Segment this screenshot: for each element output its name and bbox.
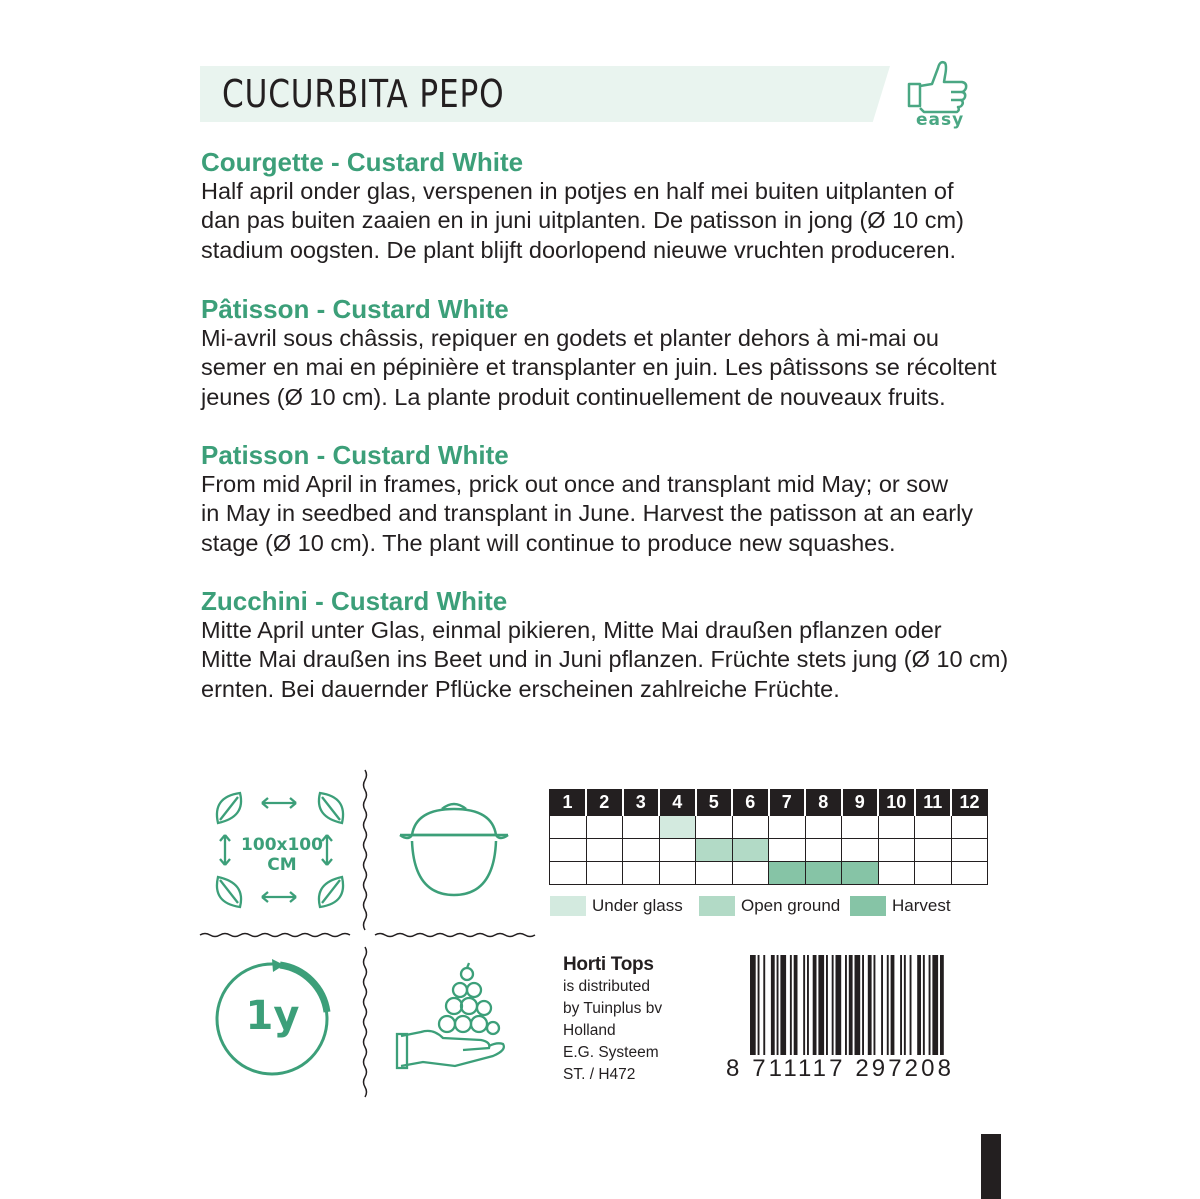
calendar-cell-active <box>732 839 769 862</box>
distributor-line: E.G. Systeem <box>563 1044 659 1061</box>
calendar-cell-active <box>842 862 879 885</box>
legend-label: Open ground <box>741 896 841 915</box>
calendar-cell <box>878 862 915 885</box>
month-header: 9 <box>842 790 879 816</box>
calendar-cell <box>805 839 842 862</box>
calendar-cell <box>659 862 696 885</box>
spacing-icon <box>210 785 350 915</box>
calendar-row-harvest <box>550 862 988 885</box>
calendar-cell <box>951 816 988 839</box>
barcode-number: 8 711117 297208 <box>726 1055 958 1083</box>
calendar-cell <box>696 816 733 839</box>
legend-swatch <box>850 896 886 916</box>
legend-swatch <box>699 896 735 916</box>
spacing-value: 100x100 <box>241 835 323 855</box>
month-header: 12 <box>951 790 988 816</box>
calendar-cell-active <box>696 839 733 862</box>
calendar-cell <box>732 816 769 839</box>
calendar-cell <box>623 839 660 862</box>
calendar-row-open <box>550 839 988 862</box>
section-english <box>201 440 1021 558</box>
calendar-cell <box>915 816 952 839</box>
section-text-line: Half april onder glas, verspenen in potjes en half mei buiten uitplanten of <box>201 178 954 204</box>
month-header: 6 <box>732 790 769 816</box>
annual-cycle-icon <box>210 957 335 1082</box>
calendar-cell-active <box>659 816 696 839</box>
section-french <box>201 294 1021 412</box>
month-header: 11 <box>915 790 952 816</box>
section-german <box>201 586 1021 704</box>
month-header: 10 <box>878 790 915 816</box>
section-text-line: stadium oogsten. De plant blijft doorlopend nieuwe vruchten produceren. <box>201 236 957 263</box>
month-header: 5 <box>696 790 733 816</box>
calendar-cell <box>878 839 915 862</box>
calendar-cell <box>586 816 623 839</box>
calendar-cell <box>550 862 587 885</box>
calendar-cell <box>696 862 733 885</box>
calendar-cell <box>805 816 842 839</box>
calendar-cell <box>586 839 623 862</box>
legend-harvest <box>850 895 951 917</box>
distributor-line: Holland <box>563 1022 616 1039</box>
calendar-cell <box>586 862 623 885</box>
section-text-line: From mid April in frames, prick out once and transplant mid May; or sow <box>201 471 949 497</box>
section-text-line: jeunes (Ø 10 cm). La plante produit continuellement de nouveaux fruits. <box>201 383 946 410</box>
legend-swatch <box>550 896 586 916</box>
month-header: 8 <box>805 790 842 816</box>
calendar-cell <box>951 839 988 862</box>
section-text-line: Mitte April unter Glas, einmal pikieren, Mitte Mai draußen pflanzen oder <box>201 617 942 643</box>
section-text-line: in May in seedbed and transplant in June. Harvest the patisson at an early <box>201 500 974 527</box>
distributor-info <box>563 954 662 1086</box>
distributor-line: is distributed <box>563 978 651 995</box>
cycle-label: 1y <box>245 993 300 1039</box>
calendar-cell <box>842 839 879 862</box>
legend-open-ground <box>699 895 840 917</box>
calendar-cell <box>550 816 587 839</box>
sowing-calendar <box>549 789 988 885</box>
calendar-cell <box>550 839 587 862</box>
calendar-cell <box>951 862 988 885</box>
calendar-cell-active <box>769 862 806 885</box>
calendar-cell <box>623 862 660 885</box>
harvest-hand-icon <box>393 962 513 1070</box>
print-marker <box>981 1134 1001 1199</box>
section-text-line: Mitte Mai draußen ins Beet und in Juni pflanzen. Früchte stets jung (Ø 10 cm) <box>201 646 1009 673</box>
calendar-cell <box>659 839 696 862</box>
section-text-line: ernten. Bei dauernder Pflücke erscheinen zahlreiche Früchte. <box>201 675 840 702</box>
difficulty-label: easy <box>916 110 965 130</box>
calendar-header-row <box>550 790 988 816</box>
spacing-unit: CM <box>267 855 297 875</box>
section-title: Patisson - Custard White <box>201 440 509 470</box>
calendar-cell <box>915 862 952 885</box>
calendar-cell <box>623 816 660 839</box>
calendar-cell <box>878 816 915 839</box>
section-dutch <box>201 147 1021 265</box>
brand-name: Horti Tops <box>563 954 654 975</box>
calendar-row-glass <box>550 816 988 839</box>
distributor-line: ST. / H472 <box>563 1066 636 1083</box>
section-text-line: Mi-avril sous châssis, repiquer en godets et planter dehors à mi-mai ou <box>201 325 939 351</box>
calendar-cell <box>769 839 806 862</box>
cold-frame-pot-icon <box>398 795 510 903</box>
month-header: 2 <box>586 790 623 816</box>
section-text-line: semer en mai en pépinière et transplanter en juin. Les pâtissons se récoltent <box>201 354 997 381</box>
calendar-cell <box>842 816 879 839</box>
distributor-line: by Tuinplus bv <box>563 1000 663 1017</box>
legend-under-glass <box>550 895 683 917</box>
section-text-line: dan pas buiten zaaien en in juni uitplanten. De patisson in jong (Ø 10 cm) <box>201 207 964 234</box>
legend-label: Under glass <box>592 896 683 915</box>
month-header: 1 <box>550 790 587 816</box>
section-title: Pâtisson - Custard White <box>201 294 509 324</box>
month-header: 3 <box>623 790 660 816</box>
section-text-line: stage (Ø 10 cm). The plant will continue to produce new squashes. <box>201 529 896 556</box>
section-title: Courgette - Custard White <box>201 147 524 177</box>
calendar-cell <box>769 816 806 839</box>
calendar-cell-active <box>805 862 842 885</box>
month-header: 4 <box>659 790 696 816</box>
species-title: CUCURBITA PEPO <box>222 72 505 116</box>
calendar-cell <box>732 862 769 885</box>
month-header: 7 <box>769 790 806 816</box>
calendar-cell <box>915 839 952 862</box>
legend-label: Harvest <box>892 896 951 915</box>
section-title: Zucchini - Custard White <box>201 586 508 616</box>
